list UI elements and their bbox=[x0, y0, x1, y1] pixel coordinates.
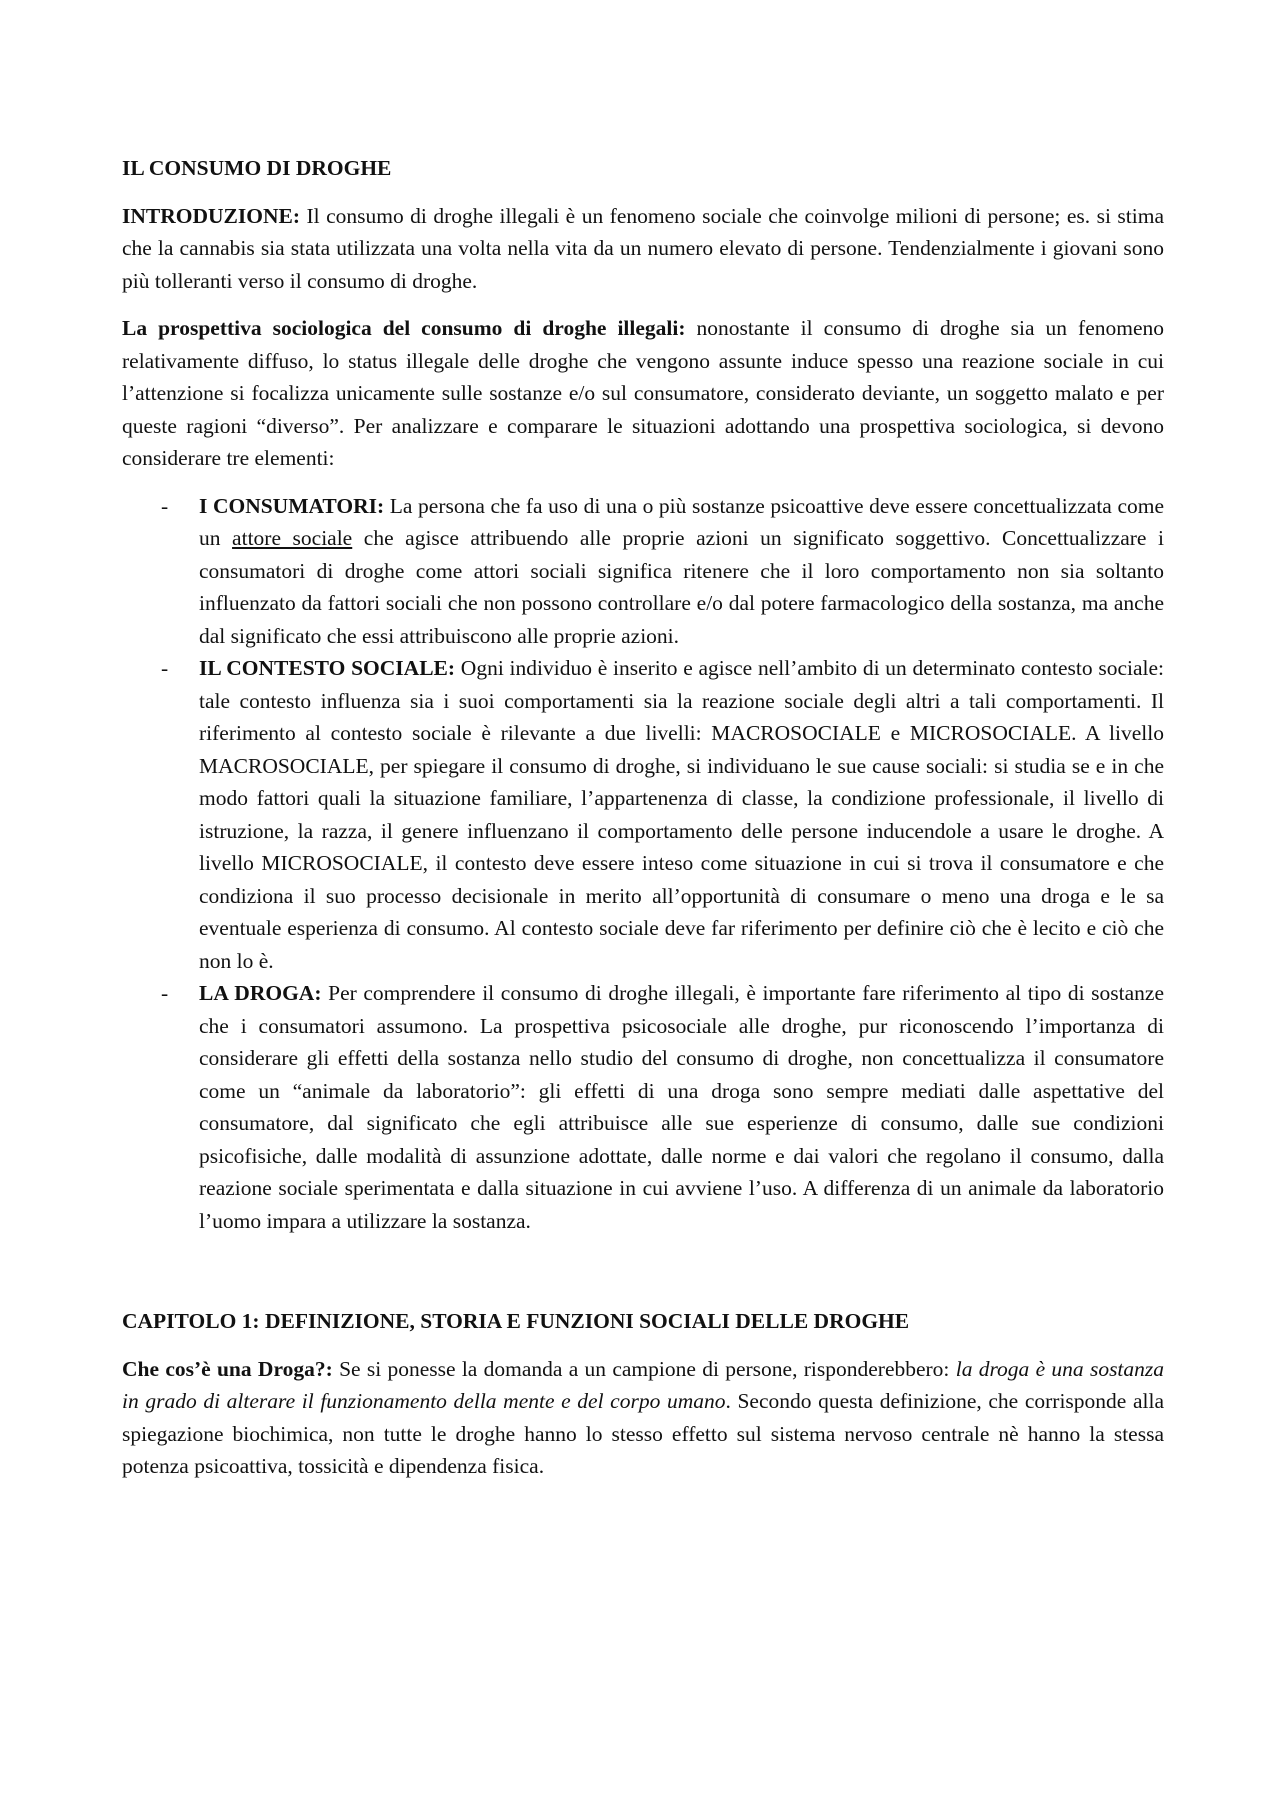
perspective-paragraph bbox=[122, 312, 1164, 475]
dash-bullet: - bbox=[161, 493, 169, 518]
chapter-title: CAPITOLO 1: DEFINIZIONE, STORIA E FUNZIONI SOCIALI DELLE DROGHE bbox=[122, 1309, 910, 1333]
droga-text: Per comprendere il consumo di droghe illegali, è importante fare riferimento al tipo di sostanze che i consumatori assumono. La prospettiva psicosociale alle droghe, pur riconoscendo l’importanza di considerare gli effetti della sostanza nello studio del consumo di droghe, non concettualizza il consumatore come un “animale da laboratorio”: gli effetti di una droga sono sempre mediati dalle aspettative del consumatore, dal significato che egli attribuisce alle sue esperienze di consumo, dalle sue condizioni psicofisiche, dalle modalità di assunzione adottate, dalle norme e dai valori che regolano il consumo, dalla reazione sociale sperimentata e dalla situazione in cui avviene l’uso. A differenza di un animale da laboratorio l’uomo impara a utilizzare la sostanza. bbox=[199, 981, 1164, 1233]
document-title: IL CONSUMO DI DROGHE bbox=[122, 156, 392, 180]
definition-text-after: . Secondo questa definizione, che corrisponde alla spiegazione biochimica, non tutte le droghe hanno lo stesso effetto sul sistema nervoso centrale nè hanno la stessa potenza psicoattiva, tossicità e dipendenza fisica. bbox=[122, 1389, 1164, 1478]
definition-text-before: Se si ponesse la domanda a un campione di persone, risponderebbero: bbox=[339, 1356, 950, 1381]
list-item-droga bbox=[161, 977, 1164, 1237]
contesto-heading: IL CONTESTO SOCIALE: bbox=[199, 656, 456, 680]
consumatori-text-before: La persona che fa uso di una o più sostanze psicoattive deve essere concettualizzata come un bbox=[199, 493, 1164, 550]
definition-paragraph bbox=[122, 1353, 1164, 1483]
dash-bullet: - bbox=[161, 656, 169, 680]
droga-heading: LA DROGA: bbox=[199, 981, 322, 1005]
intro-paragraph bbox=[122, 200, 1164, 298]
list-item-contesto-sociale bbox=[161, 652, 1165, 977]
definition-heading: Che cos’è una Droga?: bbox=[122, 1356, 333, 1381]
definition-italic: la droga è una sostanza in grado di alterare il funzionamento della mente e del corpo umano bbox=[122, 1356, 1165, 1413]
perspective-heading: La prospettiva sociologica del consumo di droghe illegali: bbox=[122, 316, 686, 340]
dash-bullet: - bbox=[161, 981, 169, 1005]
elements-list bbox=[122, 490, 1164, 1238]
contesto-text: Ogni individuo è inserito e agisce nell’ambito di un determinato contesto sociale: tale contesto influenza sia i suoi comportamenti sia la reazione sociale degli altri a tali comportamenti. Il riferimento al contesto sociale è rilevante a due livelli: MACROSOCIALE e MICROSOCIALE. A livello MACROSOCIALE, per spiegare il consumo di droghe, si individuano le sue cause sociali: si studia se e in che modo fattori quali la situazione familiare, l’appartenenza di classe, la condizione professionale, il livello di istruzione, la razza, il genere influenzano il comportamento delle persone inducendole a usare le droghe. A livello MICROSOCIALE, il contesto deve essere inteso come situazione in cui si trova il consumatore e che condiziona il suo processo decisionale in merito all’opportunità di consumare o meno una droga e le sa eventuale esperienza di consumo. Al contesto sociale deve far riferimento per definire ciò che è lecito e ciò che non lo è. bbox=[199, 656, 1165, 973]
intro-text: Il consumo di droghe illegali è un fenomeno sociale che coinvolge milioni di persone; es. si stima che la cannabis sia stata utilizzata una volta nella vita da un numero elevato di persone. Tendenzialmente i giovani sono più tolleranti verso il consumo di droghe. bbox=[122, 203, 1164, 293]
intro-heading: INTRODUZIONE: bbox=[122, 203, 300, 228]
perspective-text: nonostante il consumo di droghe sia un fenomeno relativamente diffuso, lo status illegale delle droghe che vengono assunte induce spesso una reazione sociale in cui l’attenzione si focalizza unicamente sulle sostanze e/o sul consumatore, considerato deviante, un soggetto malato e per queste ragioni “diverso”. Per analizzare e comparare le situazioni adottando una prospettiva sociologica, si devono considerare tre elementi: bbox=[122, 316, 1165, 470]
document-page bbox=[122, 152, 1164, 1498]
attore-sociale-underlined: attore sociale bbox=[232, 526, 353, 550]
list-item-consumatori bbox=[161, 490, 1164, 653]
consumatori-heading: I CONSUMATORI: bbox=[199, 493, 385, 518]
consumatori-text-after: che agisce attribuendo alle proprie azioni un significato soggettivo. Concettualizzare i consumatori di droghe come attori sociali significa ritenere che il loro comportamento non sia soltanto influenzato da fattori sociali che non possono controllare e/o dal potere farmacologico della sostanza, ma anche dal significato che essi attribuiscono alle proprie azioni. bbox=[199, 526, 1164, 648]
